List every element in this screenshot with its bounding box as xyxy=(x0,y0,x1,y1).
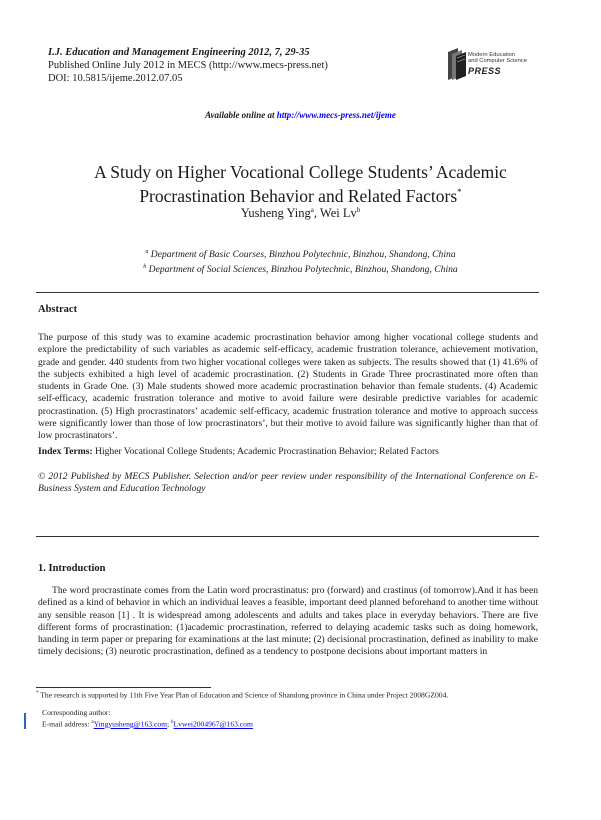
author-separator: , xyxy=(313,206,320,221)
email-line xyxy=(42,718,562,730)
published-online: Published Online July 2012 in MECS (http://www.mecs-press.net) xyxy=(48,60,328,71)
footnote-funding-text: The research is supported by 11th Five Year Plan of Education and Science of Shandong province in China under Project 2008GZ004. xyxy=(38,690,449,700)
email-1-sup: a xyxy=(91,720,94,725)
author-1-sup: a xyxy=(310,206,314,214)
text-cursor-marker xyxy=(24,713,26,729)
email-separator: ; xyxy=(167,719,172,729)
paper-title xyxy=(40,162,561,206)
publisher-logo xyxy=(446,44,556,84)
top-divider xyxy=(36,292,539,293)
corresponding-author: Corresponding author: xyxy=(42,708,111,717)
journal-volume: 2012, 7, 29-35 xyxy=(248,47,310,58)
title-line-1: A Study on Higher Vocational College Students’ Academic xyxy=(94,162,507,182)
affil-b: Department of Social Sciences, Binzhou Polytechnic, Binzhou, Shandong, China xyxy=(146,264,458,276)
footnote-divider xyxy=(36,687,211,688)
abstract-heading: Abstract xyxy=(38,304,78,315)
footnote-funding xyxy=(36,689,556,701)
author-1: Yusheng Ying xyxy=(240,206,311,221)
title-footnote-mark[interactable]: * xyxy=(457,187,462,197)
doi: DOI: 10.5815/ijeme.2012.07.05 xyxy=(48,73,183,84)
email-2-sup: b xyxy=(171,720,174,725)
bottom-divider xyxy=(36,536,539,537)
affil-a-sup: a xyxy=(145,249,149,255)
journal-url-link[interactable]: http://www.mecs-press.net/ijeme xyxy=(276,110,396,120)
footnote-mark: * xyxy=(36,691,39,696)
copyright-notice: © 2012 Published by MECS Publisher. Selection and/or peer review under responsibility of the International Conference on E-Business System and Education Technology xyxy=(38,471,538,495)
title-line-2: Procrastination Behavior and Related Factors xyxy=(139,185,458,206)
author-2-sup: b xyxy=(356,206,361,214)
journal-header xyxy=(48,46,328,85)
intro-heading: 1. Introduction xyxy=(38,563,106,574)
abstract-text: The purpose of this study was to examine academic procrastination behavior among higher vocational college students and explore the predictability of such variables as academic self-efficacy, academic frustration tolerance, achievement motivation, grade and gender. 440 students from two higher vocational colleges were taken as subjects. The results showed that (1) 41.6% of the subjects exhibited a high level of academic procrastination. (2) Students in Grade Three procrastinated more often than students in Grade One. (3) Male students showed more academic procrastination behavior than female students. (4) Academic self-efficacy, academic frustration tolerance and motive to avoid failure were desirable predictive variables for academic procrastination. (5) High procrastinators’ academic self-efficacy, academic frustration tolerance and motive to approach success were significantly lower than those of low procrastinators’, but their motive to avoid failure was significantly higher than that of low procrastinators’. xyxy=(38,332,538,441)
available-online xyxy=(0,110,601,120)
available-prefix: Available online at xyxy=(205,110,277,120)
logo-line-2: and Computer Science xyxy=(468,58,527,65)
index-terms xyxy=(38,446,538,458)
affiliations xyxy=(0,246,601,276)
author-2: Wei Lv xyxy=(319,206,357,221)
email-2-link[interactable]: Lvwei2004967@163.com xyxy=(173,719,253,729)
index-terms-label: Index Terms: xyxy=(38,446,93,457)
logo-line-1: Modern Education xyxy=(468,52,516,58)
intro-text: The word procrastinate comes from the Latin word procrastinatus: pro (forward) and crastinus (of tomorrow).And it has been defined as a kind of behavior in which an individual leaves a feasible, important deed planned beforehand to another time without any sensible reason [1] . It is widespread among adolescents and adults and takes place in everyday behaviors. There are five different forms of procrastination: (1)academic procrastination, referred to delaying academic tasks such as doing homework, handing in term paper or preparing for examinations at the last minute; (2) decisional procrastination, defined as inability to make timely decisions; (3) neurotic procrastination, defined as a tendency to postpone decisions about important matters in xyxy=(38,585,538,658)
book-stack-icon xyxy=(446,46,468,82)
journal-name: I.J. Education and Management Engineering xyxy=(48,47,246,58)
affil-b-sup: b xyxy=(143,264,147,271)
logo-press: PRESS xyxy=(468,66,502,76)
index-terms-text: Higher Vocational College Students; Academic Procrastination Behavior; Related Factors xyxy=(92,446,439,457)
email-label: E-mail address: xyxy=(42,719,92,729)
affil-a: Department of Basic Courses, Binzhou Polytechnic, Binzhou, Shandong, China xyxy=(148,249,456,261)
email-1-link[interactable]: Yingyusheng@163.com xyxy=(93,719,168,729)
authors xyxy=(0,206,601,221)
